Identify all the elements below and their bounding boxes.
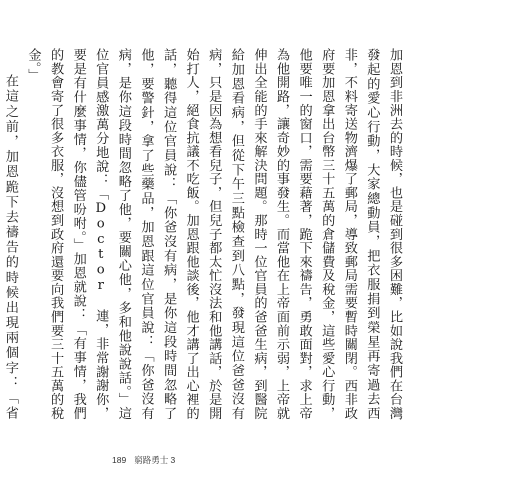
page-number: 189 <box>112 455 127 465</box>
paragraph-1: 加恩到非洲去的時候，也是碰到很多困難，比如說我們在台灣發起的愛心行動，大家總動員，把衣服捐到榮星再寄過去西非，不料寄送物濟爆了郵局，導致郵局需要暫時關閉。西非政府要加恩拿出台幣三十五萬的倉儲費及稅金，這些愛心行動，他要唯一的窗口，需要藉著，跪下來禱告，勇敢面對，求上帝為他開路，讓奇妙的事發生。而當他在上帝面前示弱，上帝就伸出全能的手來解決問題。那時一位官員的爸爸生病，到醫院給加恩看病，但從下午三點檢查到八點，發現這位爸爸沒有病，只是因為想看兒子，但兒子都太忙沒法和他講話，於是開始打人，絕食抗議不吃飯。加恩跟他談後，他才講了出心裡的話，聽得這位官員說：「你爸沒有病，是你這段時間忽略了他，要警針，拿了些藥品，加恩跟這位官員說：「你爸沒有病，是你這段時間忽略了他，要關心他，多和他說說話。」這位官員感激萬分地說：「Doctor 連，非常謝謝你，要是有什麼事情，你儘管吩咐。」加恩就說：「有事情，我們的教會寄了很多衣服，沒想到政府還要向我們要三十五萬的稅金。」 <box>25 48 402 420</box>
running-title: 窮路勇士 3 <box>134 455 176 465</box>
vertical-text-body <box>0 48 423 420</box>
paragraph-2: 在這之前，加恩跪下去禱告的時候出現兩個字：「省 <box>2 74 18 420</box>
page-footer <box>112 454 175 466</box>
